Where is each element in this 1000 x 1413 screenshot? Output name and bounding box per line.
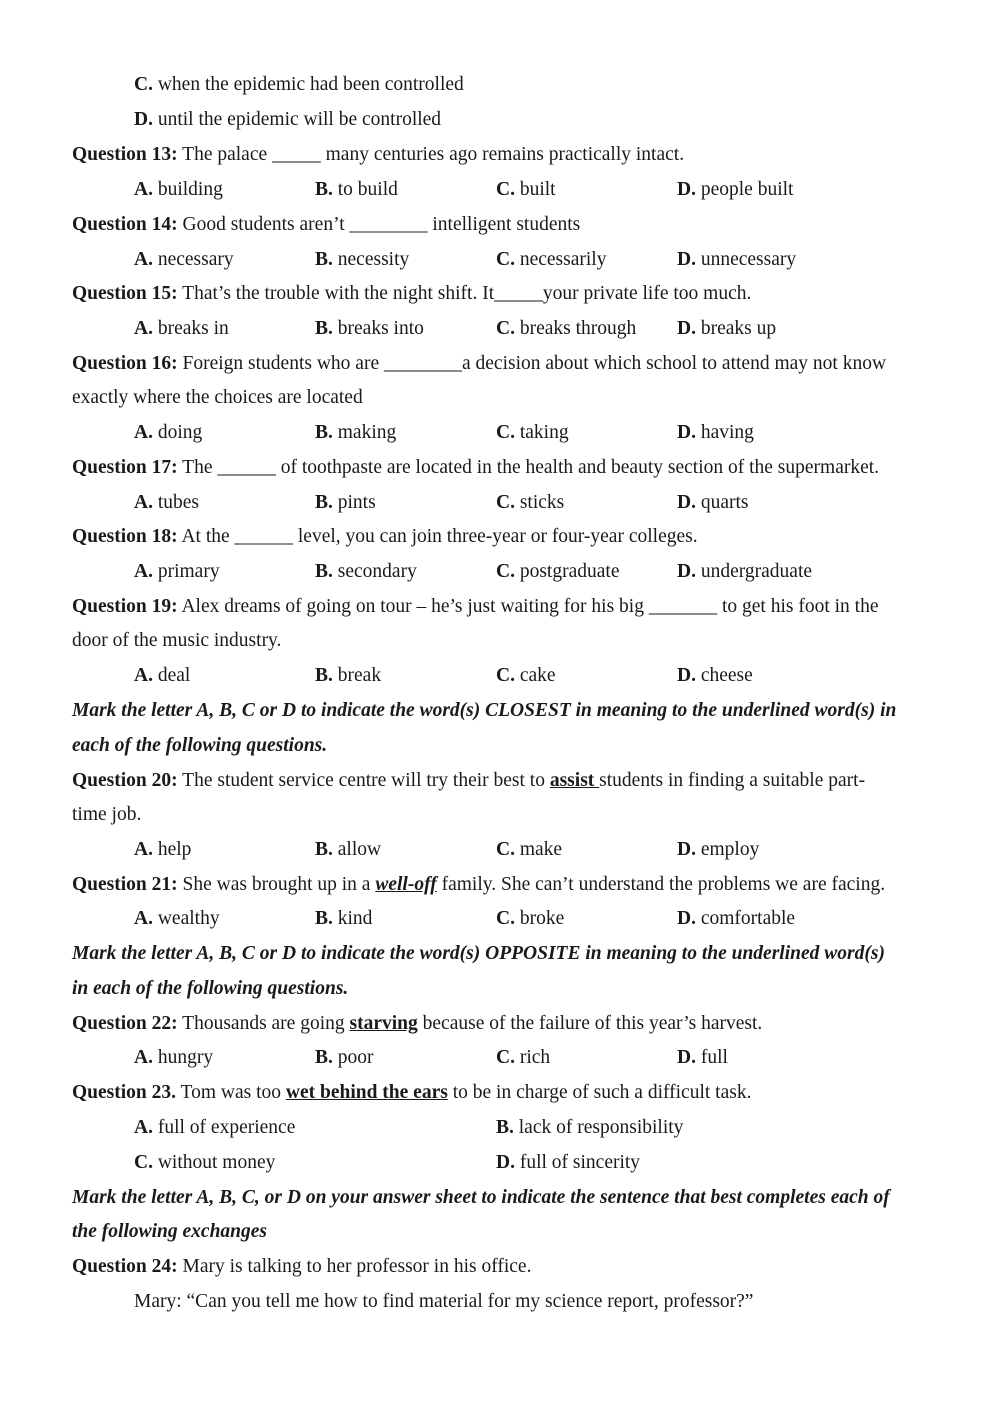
question-23 (72, 1083, 751, 1103)
text-fragment: That’s the trouble with the night shift. It_____your private life too much. (177, 283, 752, 304)
label-bold: D. (677, 318, 696, 339)
q17-option-c (496, 493, 564, 513)
text-fragment: She was brought up in a (177, 874, 376, 895)
text-fragment: building (152, 179, 223, 200)
label-bold: Question 16: (72, 353, 178, 374)
q17-option-a (134, 493, 199, 513)
question-16 (72, 354, 886, 374)
q16-option-c (496, 423, 569, 443)
text-fragment: unnecessary (695, 249, 797, 270)
text-fragment: full of experience (152, 1117, 296, 1138)
text-fragment: making (332, 422, 397, 443)
text-fragment: The ______ of toothpaste are located in the health and beauty section of the supermarket. (177, 457, 880, 478)
text-fragment: broke (514, 908, 565, 929)
underlined-word: assist (549, 770, 600, 791)
text-fragment: necessity (332, 249, 410, 270)
question-14 (72, 215, 580, 235)
text-fragment: cake (514, 665, 556, 686)
q23-option-c (134, 1153, 275, 1173)
question-20-continued: time job. (72, 804, 142, 825)
q15-option-a (134, 319, 229, 339)
question-17 (72, 458, 879, 478)
text-fragment: kind (332, 908, 373, 929)
text-fragment: wealthy (152, 908, 220, 929)
q22-option-c (496, 1048, 550, 1068)
label-bold: C. (134, 1152, 153, 1173)
label-bold: A. (134, 318, 153, 339)
text-fragment: rich (514, 1047, 551, 1068)
label-bold: B. (496, 1117, 514, 1138)
text-fragment: people built (695, 179, 794, 200)
label-bold: B. (315, 318, 333, 339)
q20-option-b (315, 840, 381, 860)
label-bold: A. (134, 179, 153, 200)
text-fragment: tubes (152, 492, 200, 513)
label-bold: A. (134, 839, 153, 860)
label-bold: C. (496, 908, 515, 929)
text-fragment: breaks in (152, 318, 229, 339)
q19-option-c (496, 666, 556, 686)
text-fragment: Good students aren’t ________ intelligent students (177, 214, 581, 235)
q22-option-d (677, 1048, 728, 1068)
text-fragment: help (152, 839, 192, 860)
q22-option-a (134, 1048, 213, 1068)
question-15 (72, 284, 751, 304)
text-fragment: At the ______ level, you can join three-year or four-year colleges. (177, 526, 698, 547)
q21-option-b (315, 909, 372, 929)
label-bold: C. (496, 179, 515, 200)
text-fragment: Thousands are going (177, 1013, 350, 1034)
label-bold: A. (134, 561, 153, 582)
text-fragment: necessarily (514, 249, 607, 270)
question-16-continued: exactly where the choices are located (72, 387, 363, 408)
q18-option-c (496, 562, 619, 582)
label-bold: B. (315, 1047, 333, 1068)
question-19-continued: door of the music industry. (72, 630, 282, 651)
label-bold: A. (134, 249, 153, 270)
q23-option-a (134, 1118, 295, 1138)
text-fragment: doing (152, 422, 203, 443)
label-bold: Question 20: (72, 770, 178, 791)
text-fragment: until the epidemic will be controlled (152, 109, 442, 130)
q16-option-b (315, 423, 396, 443)
q21-option-d (677, 909, 795, 929)
q15-option-b (315, 319, 424, 339)
text-fragment: break (332, 665, 382, 686)
text-fragment: breaks into (332, 318, 424, 339)
label-bold: A. (134, 1047, 153, 1068)
label-bold: B. (315, 422, 333, 443)
label-bold: C. (496, 561, 515, 582)
q22-option-b (315, 1048, 374, 1068)
question-18 (72, 527, 698, 547)
label-bold: Question 21: (72, 874, 178, 895)
text-fragment: The student service centre will try their best to (177, 770, 550, 791)
text-fragment: to build (332, 179, 398, 200)
question-24 (72, 1257, 531, 1277)
instruction-opposite: Mark the letter A, B, C or D to indicate the word(s) OPPOSITE in meaning to the underlined word(s) (72, 943, 885, 964)
question-19 (72, 597, 879, 617)
text-fragment: poor (332, 1047, 374, 1068)
text-fragment: The palace _____ many centuries ago remains practically intact. (177, 144, 685, 165)
label-bold: D. (677, 179, 696, 200)
q14-option-a (134, 250, 234, 270)
q19-option-b (315, 666, 381, 686)
text-fragment: without money (152, 1152, 276, 1173)
label-bold: Question 14: (72, 214, 178, 235)
text-fragment: deal (152, 665, 191, 686)
label-bold: C. (496, 318, 515, 339)
instruction-closest-continued: each of the following questions. (72, 735, 328, 756)
text-fragment: sticks (514, 492, 565, 513)
label-bold: D. (677, 492, 696, 513)
label-bold: B. (315, 839, 333, 860)
label-bold: B. (315, 665, 333, 686)
label-bold: C. (496, 249, 515, 270)
label-bold: Question 22: (72, 1013, 178, 1034)
q16-option-a (134, 423, 202, 443)
text-fragment: employ (695, 839, 760, 860)
q18-option-b (315, 562, 417, 582)
q23-option-d (496, 1153, 640, 1173)
label-bold: C. (496, 1047, 515, 1068)
instruction-exchanges-continued: the following exchanges (72, 1221, 268, 1242)
label-bold: A. (134, 1117, 153, 1138)
label-bold: Question 17: (72, 457, 178, 478)
text-fragment: secondary (332, 561, 417, 582)
text-fragment: to be in charge of such a difficult task. (447, 1082, 752, 1103)
instruction-exchanges: Mark the letter A, B, C, or D on your answer sheet to indicate the sentence that best completes each of (72, 1187, 890, 1208)
q24-dialogue-mary: Mary: “Can you tell me how to find material for my science report, professor?” (134, 1291, 754, 1312)
text-fragment: Mary is talking to her professor in his office. (177, 1256, 532, 1277)
text-fragment: breaks through (514, 318, 637, 339)
text-fragment: primary (152, 561, 220, 582)
q19-option-d (677, 666, 753, 686)
label-bold: D. (677, 1047, 696, 1068)
q14-option-c (496, 250, 606, 270)
text-fragment: breaks up (695, 318, 777, 339)
q17-option-d (677, 493, 749, 513)
q20-option-a (134, 840, 191, 860)
underlined-phrase: wet behind the ears (285, 1082, 448, 1103)
text-fragment: comfortable (695, 908, 796, 929)
label-bold: B. (315, 908, 333, 929)
label-bold: B. (315, 561, 333, 582)
underlined-word: starving (349, 1013, 418, 1034)
text-fragment: full (695, 1047, 728, 1068)
label-bold: D. (677, 561, 696, 582)
text-fragment: pints (332, 492, 376, 513)
text-fragment: taking (514, 422, 569, 443)
question-21 (72, 875, 885, 895)
label-bold: A. (134, 908, 153, 929)
q17-option-b (315, 493, 376, 513)
q15-option-d (677, 319, 776, 339)
text-fragment: Tom was too (176, 1082, 286, 1103)
text-fragment: quarts (695, 492, 749, 513)
q21-option-a (134, 909, 220, 929)
text-fragment: allow (332, 839, 382, 860)
q20-option-d (677, 840, 759, 860)
underlined-word: well-off (375, 874, 437, 895)
label-bold: C. (496, 839, 515, 860)
q15-option-c (496, 319, 636, 339)
text-fragment: lack of responsibility (513, 1117, 684, 1138)
label-bold: Question 19: (72, 596, 178, 617)
label-bold: B. (315, 492, 333, 513)
text-fragment: hungry (152, 1047, 214, 1068)
label-bold: D. (677, 249, 696, 270)
label-bold: C. (496, 422, 515, 443)
label-bold: D. (677, 908, 696, 929)
q13-option-a (134, 180, 223, 200)
text-fragment: having (695, 422, 754, 443)
text-fragment: undergraduate (695, 561, 813, 582)
text-fragment: students in finding a suitable part- (599, 770, 866, 791)
q12-option-c (134, 75, 464, 95)
q13-option-d (677, 180, 793, 200)
question-22 (72, 1014, 762, 1034)
q18-option-d (677, 562, 812, 582)
text-fragment: necessary (152, 249, 234, 270)
text-fragment: built (514, 179, 556, 200)
label-bold: C. (496, 492, 515, 513)
label-bold: Question 15: (72, 283, 178, 304)
label-bold: D. (677, 665, 696, 686)
question-20 (72, 771, 865, 791)
q13-option-b (315, 180, 398, 200)
label-bold: Question 24: (72, 1256, 178, 1277)
text-fragment: because of the failure of this year’s harvest. (417, 1013, 763, 1034)
label-bold: Question 23. (72, 1082, 177, 1103)
q12-option-d (134, 110, 441, 130)
label-bold: Question 13: (72, 144, 178, 165)
label-bold: C. (134, 74, 153, 95)
q19-option-a (134, 666, 190, 686)
label-bold: C. (496, 665, 515, 686)
label-bold: D. (677, 422, 696, 443)
label-bold: Question 18: (72, 526, 178, 547)
label-bold: B. (315, 179, 333, 200)
label-bold: D. (496, 1152, 515, 1173)
text-fragment: make (514, 839, 563, 860)
q20-option-c (496, 840, 562, 860)
label-bold: A. (134, 492, 153, 513)
q21-option-c (496, 909, 564, 929)
text-fragment: cheese (695, 665, 753, 686)
q16-option-d (677, 423, 754, 443)
text-fragment: postgraduate (514, 561, 620, 582)
text-fragment: family. She can’t understand the problems we are facing. (436, 874, 886, 895)
label-bold: D. (134, 109, 153, 130)
question-13 (72, 145, 684, 165)
instruction-closest: Mark the letter A, B, C or D to indicate the word(s) CLOSEST in meaning to the underlined word(s) in (72, 700, 897, 721)
q18-option-a (134, 562, 220, 582)
q14-option-b (315, 250, 409, 270)
text-fragment: Alex dreams of going on tour – he’s just waiting for his big _______ to get his foot in the (177, 596, 879, 617)
label-bold: D. (677, 839, 696, 860)
q13-option-c (496, 180, 556, 200)
q23-option-b (496, 1118, 683, 1138)
label-bold: B. (315, 249, 333, 270)
instruction-opposite-continued: in each of the following questions. (72, 978, 349, 999)
text-fragment: Foreign students who are ________a decision about which school to attend may not know (177, 353, 887, 374)
text-fragment: when the epidemic had been controlled (152, 74, 464, 95)
text-fragment: full of sincerity (514, 1152, 641, 1173)
q14-option-d (677, 250, 796, 270)
label-bold: A. (134, 422, 153, 443)
label-bold: A. (134, 665, 153, 686)
